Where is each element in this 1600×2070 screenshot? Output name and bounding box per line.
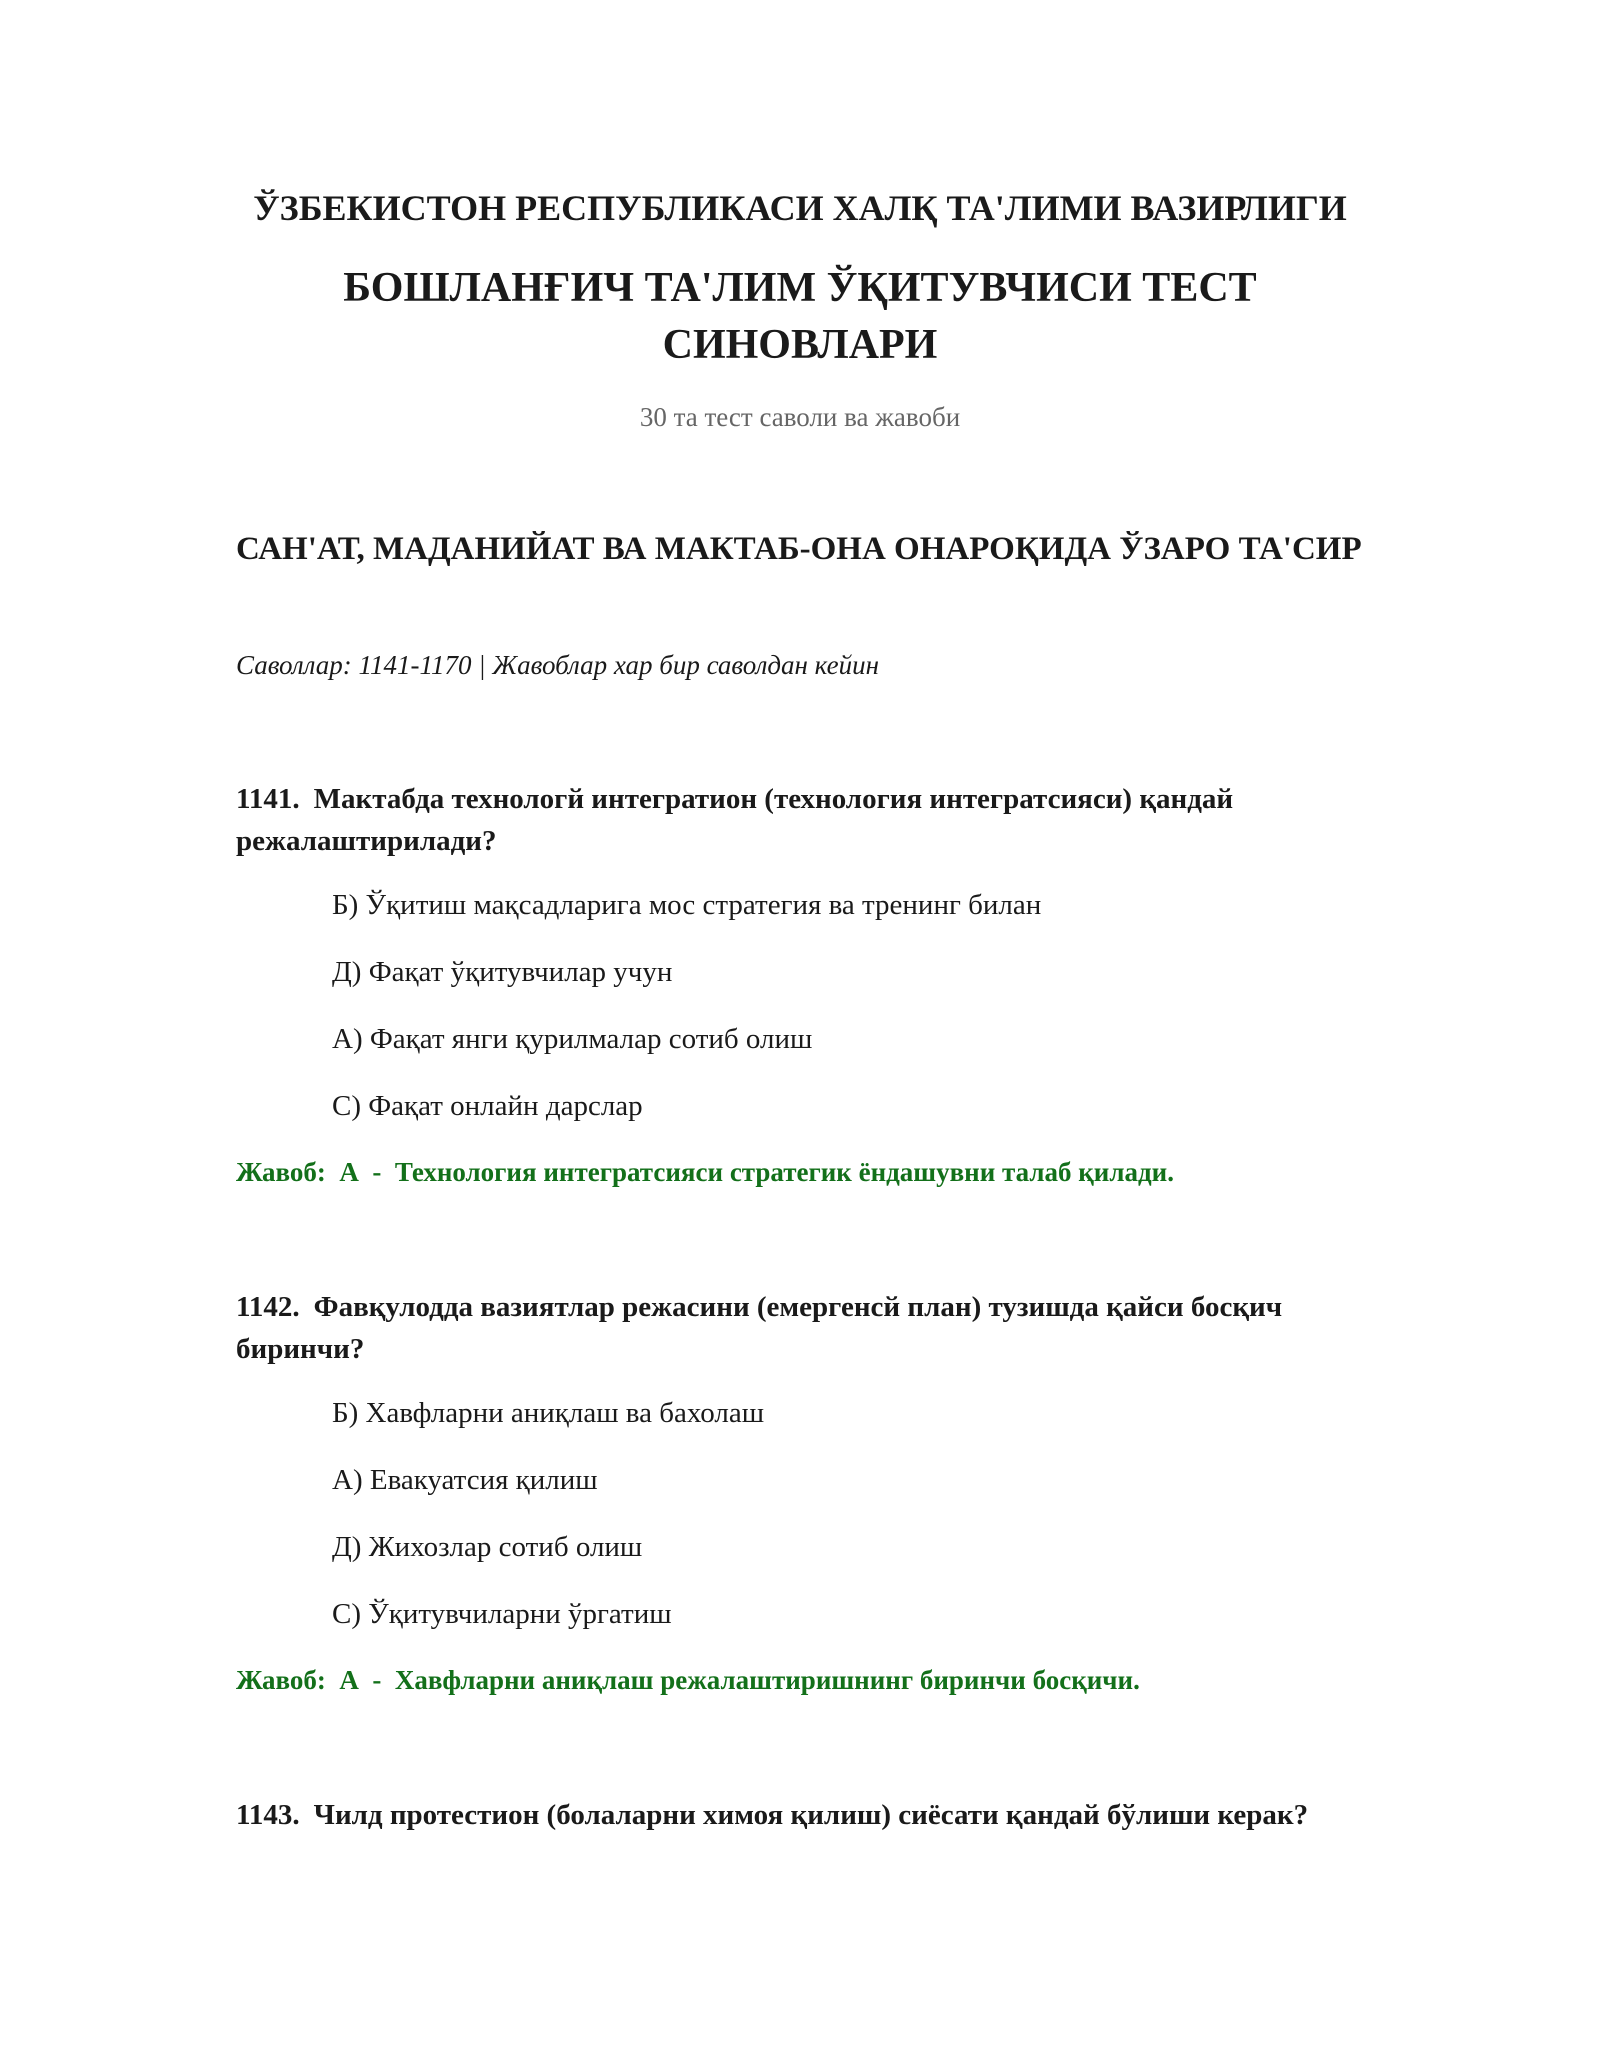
option-item: С) Ўқитувчиларни ўргатиш (332, 1598, 672, 1630)
question-number: 1143. (236, 1799, 300, 1831)
section-title: САН'АТ, МАДАНИЙАТ ВА МАКТАБ-ОНА ОНАРОҚИДА ЎЗАРО ТА'СИР (236, 531, 1362, 567)
question-1143 (236, 1794, 1366, 1836)
option-item: Д) Жихозлар сотиб олиш (332, 1531, 643, 1563)
option-item: Д) Фақат ўқитувчилар учун (332, 956, 673, 988)
option-item: А) Фақат янги қурилмалар сотиб олиш (332, 1023, 813, 1055)
question-number: 1142. (236, 1291, 300, 1323)
option-item: Б) Ўқитиш мақсадларига мос стратегия ва тренинг билан (332, 889, 1042, 921)
option-item: С) Фақат онлайн дарслар (332, 1090, 643, 1122)
section-meta: Саволлар: 1141-1170 | Жавоблар хар бир саволдан кейин (236, 650, 880, 680)
question-1142 (236, 1286, 1366, 1370)
answer-line: Жавоб: А - Хавфларни аниқлаш режалаштиришнинг биринчи босқичи. (236, 1665, 1140, 1695)
option-item: Б) Хавфларни аниқлаш ва бахолаш (332, 1397, 765, 1429)
document-subtitle: 30 та тест саволи ва жавоби (639, 402, 961, 432)
question-text: Мактабда технологй интегратион (технология интегратсияси) қандай режалаштирилади? (236, 783, 1234, 857)
question-text: Фавқулодда вазиятлар режасини (емергенсй план) тузишда қайси босқич биринчи? (236, 1291, 1283, 1365)
question-number: 1141. (236, 783, 300, 815)
question-text: Чилд протестион (болаларни химоя қилиш) сиёсати қандай бўлиши керак? (313, 1799, 1309, 1831)
ministry-heading: ЎЗБЕКИСТОН РЕСПУБЛИКАСИ ХАЛҚ ТА'ЛИМИ ВАЗИРЛИГИ (253, 188, 1347, 228)
option-item: А) Евакуатсия қилиш (332, 1464, 598, 1496)
question-1141 (236, 778, 1366, 862)
answer-line: Жавоб: А - Технология интегратсияси стратегик ёндашувни талаб қилади. (236, 1157, 1174, 1187)
document-title: БОШЛАНҒИЧ ТА'ЛИМ ЎҚИТУВЧИСИ ТЕСТ СИНОВЛАРИ (343, 265, 1257, 368)
